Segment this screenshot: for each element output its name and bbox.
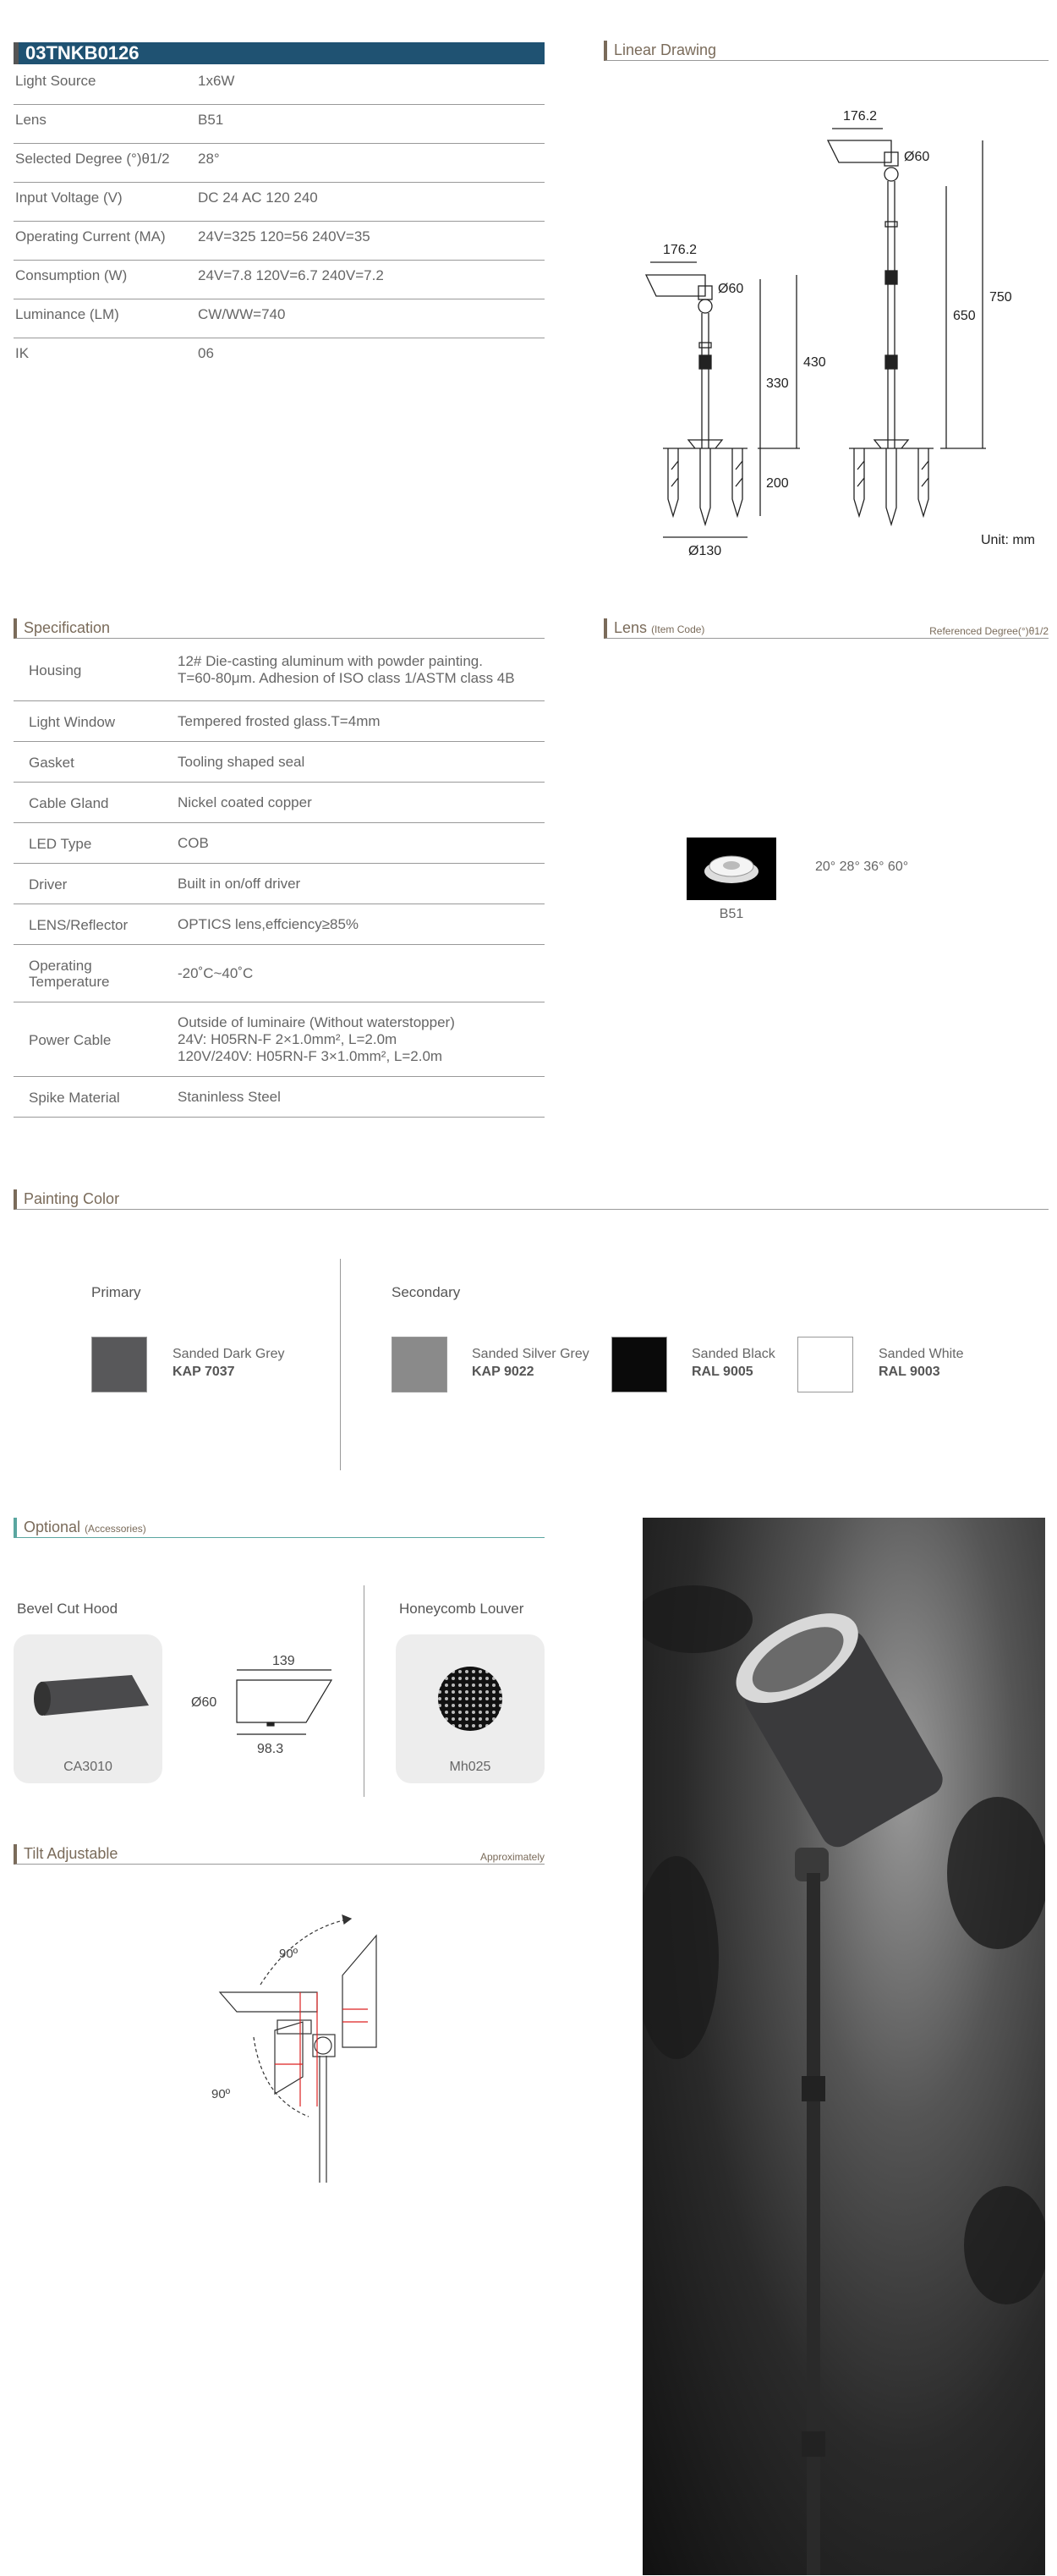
- dim-short-dia: Ø60: [718, 282, 744, 296]
- tilt-angle-down: 90º: [211, 2087, 231, 2101]
- dim-750: 750: [989, 290, 1012, 305]
- bevel-title: Bevel Cut Hood: [17, 1601, 118, 1617]
- model-row: [14, 222, 545, 261]
- lens-sub: (Item Code): [651, 623, 705, 635]
- product-photo: [643, 1518, 1045, 2575]
- product-photo-svg: [643, 1518, 1045, 2575]
- spec-row-value: 12# Die-casting aluminum with powder painting. T=60-80μm. Adhesion of ISO class 1/ASTM class 4B: [178, 653, 515, 686]
- spec-row-key: Spike Material: [29, 1090, 120, 1106]
- spec-row: [14, 783, 545, 823]
- tilt-drawing: [169, 1895, 406, 2200]
- model-row: [14, 144, 545, 183]
- spec-row-key: Light Window: [29, 714, 116, 730]
- bevel-dim-bottom: 98.3: [257, 1742, 284, 1756]
- honey-code: Mh025: [449, 1760, 491, 1774]
- dim-short-width: 176.2: [663, 243, 698, 257]
- painting-heading: [14, 1189, 1049, 1210]
- primary-label: Primary: [91, 1284, 141, 1300]
- model-row: [14, 299, 545, 338]
- spec-row-value: OPTICS lens,effciency≥85%: [178, 916, 359, 932]
- model-row-key: Operating Current (MA): [15, 228, 166, 244]
- dim-650: 650: [953, 309, 976, 323]
- lens-heading: [604, 618, 1049, 639]
- spec-row-value: Outside of luminaire (Without waterstopper) 24V: H05RN-F 2×1.0mm², L=2.0m 120V/240V: H05RN-F 3×1.0mm², L=2.0m: [178, 1014, 455, 1064]
- swatch-silver-grey-label: Sanded Silver Grey KAP 9022: [472, 1347, 589, 1379]
- secondary-label: Secondary: [392, 1284, 461, 1300]
- lens-image: [687, 838, 776, 900]
- optional-title: Optional: [24, 1519, 81, 1535]
- model-row: [14, 183, 545, 222]
- painting-title: Painting Color: [24, 1190, 120, 1207]
- specification-title: Specification: [24, 619, 111, 636]
- swatch-black-label: Sanded Black RAL 9005: [692, 1347, 775, 1379]
- spec-row-value: COB: [178, 835, 209, 851]
- dim-base-dia: Ø130: [688, 544, 722, 558]
- spec-row-value: Tempered frosted glass.T=4mm: [178, 713, 381, 729]
- spec-row: [14, 945, 545, 1002]
- unit-label: Unit: mm: [981, 533, 1035, 547]
- spec-row-value: Built in on/off driver: [178, 876, 301, 892]
- spec-row-key: Operating Temperature: [29, 958, 110, 990]
- spec-row-value: Staninless Steel: [178, 1089, 281, 1105]
- dim-200: 200: [766, 476, 789, 491]
- model-row-value: B51: [198, 112, 224, 128]
- spec-row: [14, 904, 545, 945]
- spec-row: [14, 639, 545, 701]
- linear-drawing-heading: [604, 41, 1049, 61]
- spec-row-key: Driver: [29, 876, 68, 893]
- model-row-value: 24V=7.8 120V=6.7 240V=7.2: [198, 267, 384, 283]
- linear-drawing-svg: [604, 102, 1052, 558]
- lens-icon: [687, 838, 776, 900]
- model-row-value: 28°: [198, 151, 220, 167]
- lens-ref-degree: Referenced Degree(°)θ1/2: [929, 625, 1049, 637]
- spec-row: [14, 1077, 545, 1118]
- model-row-key: Light Source: [15, 73, 96, 89]
- tilt-heading: [14, 1844, 545, 1865]
- dim-330: 330: [766, 376, 789, 391]
- spec-row: [14, 823, 545, 864]
- spec-row: [14, 864, 545, 904]
- dim-tall-width: 176.2: [843, 109, 878, 124]
- model-row: [14, 105, 545, 144]
- swatch-white-label: Sanded White RAL 9003: [879, 1347, 964, 1379]
- model-row-key: Input Voltage (V): [15, 189, 123, 206]
- tilt-title: Tilt Adjustable: [24, 1845, 118, 1862]
- model-row-value: 1x6W: [198, 73, 235, 89]
- model-row: [14, 261, 545, 299]
- specification-heading: [14, 618, 545, 639]
- spec-row-value: Nickel coated copper: [178, 794, 312, 810]
- dim-430: 430: [803, 355, 826, 370]
- model-row-key: Selected Degree (°)θ1/2: [15, 151, 170, 167]
- spec-row-value: Tooling shaped seal: [178, 754, 305, 770]
- tilt-approx: Approximately: [479, 1851, 545, 1863]
- spec-row-key: Power Cable: [29, 1032, 112, 1048]
- optional-sub: (Accessories): [85, 1523, 146, 1535]
- short-spike-left: [668, 448, 678, 516]
- model-row: [14, 66, 545, 105]
- model-row-value: 06: [198, 345, 214, 361]
- dim-tall-dia: Ø60: [904, 150, 930, 164]
- lens-title: Lens: [614, 619, 648, 636]
- spec-row-key: Housing: [29, 662, 82, 678]
- spec-row-value: -20˚C~40˚C: [178, 965, 254, 981]
- model-row-key: Consumption (W): [15, 267, 128, 283]
- linear-drawing-title: Linear Drawing: [614, 41, 717, 58]
- spec-row-key: Cable Gland: [29, 795, 109, 811]
- bevel-dim-dia: Ø60: [191, 1695, 217, 1710]
- swatch-silver-grey: [392, 1337, 447, 1392]
- model-code: 03TNKB0126: [14, 42, 545, 64]
- model-row-key: Lens: [15, 112, 47, 128]
- tilt-angle-up: 90º: [279, 1947, 298, 1961]
- spec-row-key: LED Type: [29, 836, 92, 852]
- spec-row: [14, 1002, 545, 1077]
- swatch-dark-grey: [91, 1337, 147, 1392]
- lens-code: B51: [719, 907, 744, 921]
- model-row-key: IK: [15, 345, 30, 361]
- spec-row-key: LENS/Reflector: [29, 917, 129, 933]
- spec-row-key: Gasket: [29, 755, 74, 771]
- lens-degrees: 20° 28° 36° 60°: [815, 860, 909, 874]
- bevel-dim-width: 139: [272, 1654, 295, 1668]
- swatch-white: [797, 1337, 853, 1392]
- honey-title: Honeycomb Louver: [399, 1601, 524, 1617]
- model-row: [14, 338, 545, 377]
- spec-row: [14, 701, 545, 742]
- swatch-black: [611, 1337, 667, 1392]
- model-row-value: DC 24 AC 120 240: [198, 189, 318, 206]
- model-row-value: CW/WW=740: [198, 306, 286, 322]
- optional-heading: [14, 1518, 545, 1538]
- short-head-shape: [646, 275, 705, 296]
- model-row-key: Luminance (LM): [15, 306, 119, 322]
- model-row-value: 24V=325 120=56 240V=35: [198, 228, 370, 244]
- bevel-code: CA3010: [63, 1760, 112, 1774]
- painting-divider: [340, 1259, 341, 1470]
- bevel-drawing: [188, 1650, 348, 1768]
- swatch-dark-grey-label: Sanded Dark Grey KAP 7037: [173, 1347, 285, 1379]
- spec-row: [14, 742, 545, 783]
